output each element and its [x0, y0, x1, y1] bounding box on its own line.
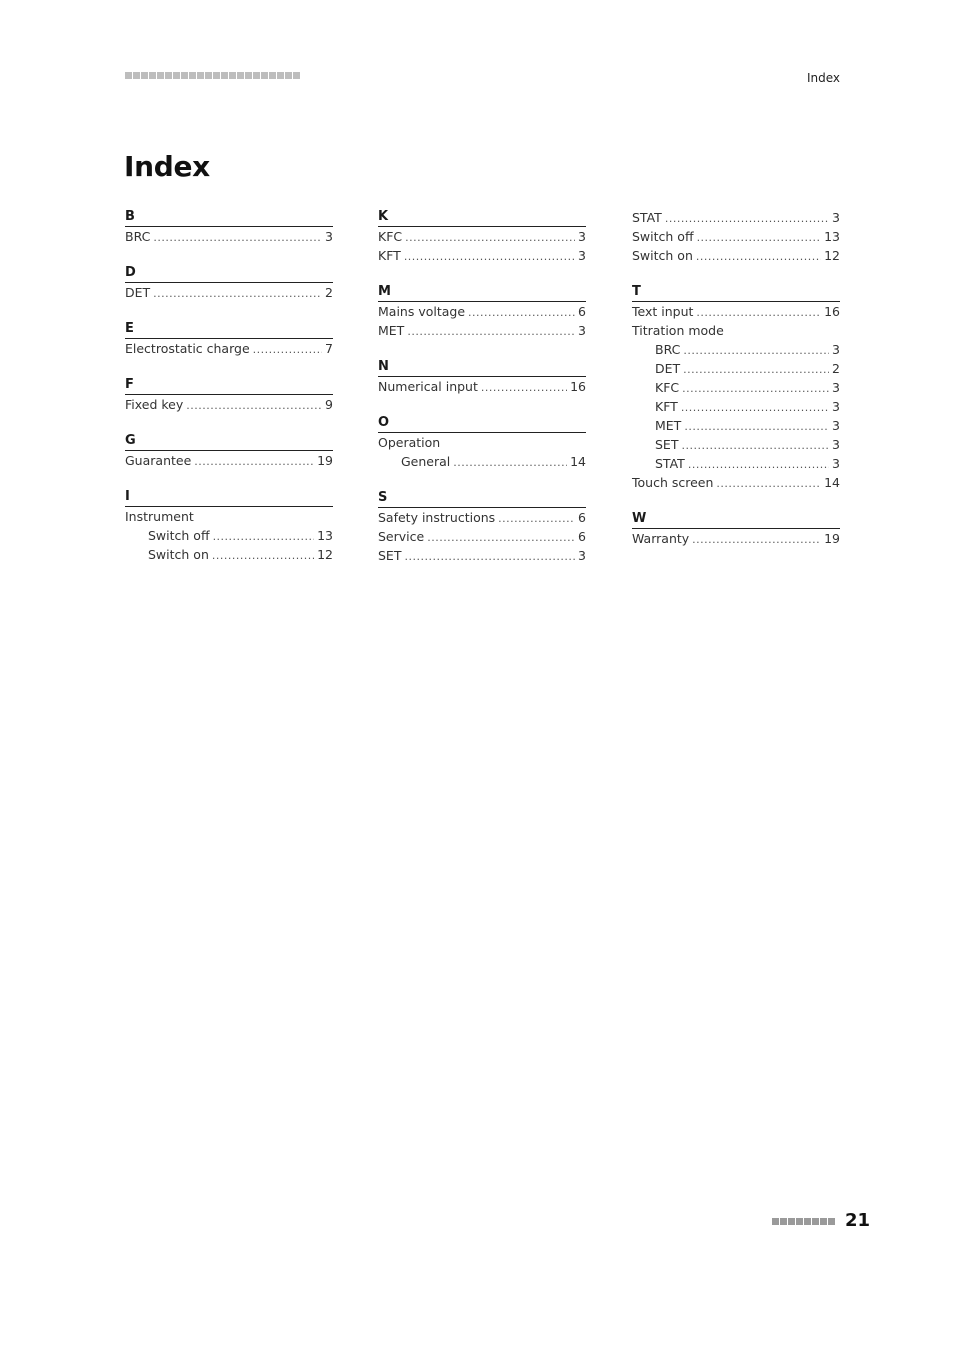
header-square	[141, 72, 148, 79]
header-square	[237, 72, 244, 79]
header-square	[181, 72, 188, 79]
running-header: Index	[806, 71, 840, 85]
index-column-1	[125, 208, 333, 582]
header-square	[277, 72, 284, 79]
leader-dots	[405, 228, 575, 247]
entry-term: BRC	[125, 229, 151, 244]
header-square	[293, 72, 300, 79]
index-subentry	[632, 397, 840, 416]
entry-page-number: 9	[325, 397, 333, 412]
index-section	[125, 488, 333, 564]
leader-dots	[696, 303, 821, 322]
index-entry	[378, 302, 586, 321]
entry-term: STAT	[632, 210, 662, 225]
index-section	[125, 264, 333, 302]
index-subentry	[632, 359, 840, 378]
footer-square	[804, 1218, 811, 1225]
leader-dots	[404, 547, 575, 566]
header-square	[205, 72, 212, 79]
section-letter: B	[125, 208, 333, 227]
index-entry	[632, 208, 840, 227]
index-column-2	[378, 208, 586, 583]
index-entry	[125, 395, 333, 414]
section-letter: I	[125, 488, 333, 507]
leader-dots	[153, 284, 322, 303]
header-square	[213, 72, 220, 79]
index-entry	[125, 283, 333, 302]
entry-page-number: 3	[578, 248, 586, 263]
index-subentry	[632, 340, 840, 359]
entry-term: Mains voltage	[378, 304, 466, 319]
entry-page-number: 3	[832, 342, 840, 357]
index-entry	[125, 227, 333, 246]
entry-term: Numerical input	[378, 379, 478, 394]
index-subentry	[378, 452, 586, 471]
header-square	[173, 72, 180, 79]
index-section	[632, 510, 840, 548]
leader-dots	[253, 340, 322, 359]
leader-dots	[684, 417, 829, 436]
index-entry	[378, 508, 586, 527]
entry-page-number: 2	[325, 285, 333, 300]
entry-page-number: 3	[832, 210, 840, 225]
leader-dots	[688, 455, 829, 474]
entry-page-number: 3	[832, 380, 840, 395]
index-subentry	[632, 435, 840, 454]
index-entry	[378, 546, 586, 565]
entry-page-number: 3	[832, 418, 840, 433]
entry-page-number: 7	[325, 341, 333, 356]
entry-page-number: 12	[824, 248, 840, 263]
index-subentry	[125, 526, 333, 545]
index-column-3	[632, 208, 840, 566]
entry-term: KFT	[378, 248, 401, 263]
index-section	[125, 320, 333, 358]
entry-term: Instrument	[125, 509, 194, 524]
entry-term: SET	[378, 548, 402, 563]
index-entry	[632, 246, 840, 265]
leader-dots	[407, 322, 575, 341]
header-decoration	[125, 72, 300, 79]
page-title: Index	[124, 150, 210, 183]
index-section	[378, 414, 586, 471]
entry-term: Guarantee	[125, 453, 192, 468]
entry-term: Touch screen	[632, 475, 714, 490]
entry-term: Fixed key	[125, 397, 184, 412]
leader-dots	[682, 379, 829, 398]
leader-dots	[468, 303, 575, 322]
section-letter: T	[632, 283, 840, 302]
header-square	[253, 72, 260, 79]
index-entry	[378, 377, 586, 396]
footer-square	[772, 1218, 779, 1225]
leader-dots	[453, 453, 567, 472]
index-section	[125, 376, 333, 414]
entry-term: Titration mode	[632, 323, 724, 338]
index-entry	[378, 246, 586, 265]
footer-square	[812, 1218, 819, 1225]
index-entry	[378, 227, 586, 246]
index-section	[378, 208, 586, 265]
entry-term: MET	[655, 418, 682, 433]
section-letter: E	[125, 320, 333, 339]
footer-decoration	[772, 1218, 835, 1225]
entry-term: DET	[125, 285, 151, 300]
entry-term: Switch on	[148, 547, 209, 562]
entry-term: STAT	[655, 456, 685, 471]
leader-dots	[697, 228, 822, 247]
footer-square	[788, 1218, 795, 1225]
entry-term: Warranty	[632, 531, 690, 546]
index-entry	[378, 321, 586, 340]
entry-page-number: 19	[317, 453, 333, 468]
section-letter: O	[378, 414, 586, 433]
leader-dots	[212, 546, 314, 565]
footer-square	[796, 1218, 803, 1225]
entry-page-number: 6	[578, 529, 586, 544]
entry-page-number: 3	[325, 229, 333, 244]
entry-page-number: 13	[317, 528, 333, 543]
entry-page-number: 13	[824, 229, 840, 244]
entry-page-number: 3	[832, 399, 840, 414]
section-letter: G	[125, 432, 333, 451]
index-entry	[632, 302, 840, 321]
header-square	[221, 72, 228, 79]
section-letter: F	[125, 376, 333, 395]
index-subentry	[632, 378, 840, 397]
header-square	[197, 72, 204, 79]
index-section	[632, 208, 840, 265]
footer-square	[820, 1218, 827, 1225]
leader-dots	[498, 509, 575, 528]
entry-page-number: 6	[578, 304, 586, 319]
index-entry	[125, 451, 333, 470]
entry-term: KFT	[655, 399, 678, 414]
entry-term: Safety instructions	[378, 510, 496, 525]
entry-term: Switch off	[632, 229, 694, 244]
index-section	[378, 283, 586, 340]
entry-term: KFC	[378, 229, 403, 244]
leader-dots	[427, 528, 575, 547]
entry-page-number: 3	[832, 437, 840, 452]
index-entry	[125, 339, 333, 358]
section-letter: W	[632, 510, 840, 529]
index-entry	[632, 321, 840, 340]
entry-term: MET	[378, 323, 405, 338]
entry-page-number: 2	[832, 361, 840, 376]
entry-page-number: 19	[824, 531, 840, 546]
entry-page-number: 16	[824, 304, 840, 319]
entry-term: Service	[378, 529, 425, 544]
entry-page-number: 3	[832, 456, 840, 471]
entry-term: General	[401, 454, 451, 469]
header-square	[149, 72, 156, 79]
entry-page-number: 14	[824, 475, 840, 490]
footer-square	[780, 1218, 787, 1225]
section-letter: M	[378, 283, 586, 302]
entry-page-number: 16	[570, 379, 586, 394]
leader-dots	[665, 209, 829, 228]
index-section	[125, 432, 333, 470]
index-subentry	[632, 454, 840, 473]
index-section	[632, 283, 840, 492]
entry-term: Electrostatic charge	[125, 341, 250, 356]
entry-page-number: 3	[578, 229, 586, 244]
section-letter: N	[378, 358, 586, 377]
leader-dots	[481, 378, 567, 397]
entry-term: DET	[655, 361, 681, 376]
index-entry	[378, 527, 586, 546]
footer-square	[828, 1218, 835, 1225]
leader-dots	[404, 247, 575, 266]
entry-term: KFC	[655, 380, 680, 395]
entry-page-number: 3	[578, 548, 586, 563]
header-square	[125, 72, 132, 79]
header-square	[157, 72, 164, 79]
entry-term: Switch on	[632, 248, 693, 263]
header-square	[285, 72, 292, 79]
section-letter: D	[125, 264, 333, 283]
index-entry	[632, 529, 840, 548]
index-section	[378, 489, 586, 565]
page-number: 21	[845, 1210, 871, 1231]
header-square	[245, 72, 252, 79]
header-square	[189, 72, 196, 79]
entry-term: BRC	[655, 342, 681, 357]
index-subentry	[632, 416, 840, 435]
index-entry	[632, 473, 840, 492]
entry-page-number: 6	[578, 510, 586, 525]
entry-page-number: 14	[570, 454, 586, 469]
index-subentry	[125, 545, 333, 564]
index-entry	[632, 227, 840, 246]
entry-term: SET	[655, 437, 679, 452]
leader-dots	[681, 436, 829, 455]
index-entry	[378, 433, 586, 452]
header-square	[261, 72, 268, 79]
entry-term: Text input	[632, 304, 694, 319]
leader-dots	[681, 398, 829, 417]
index-section	[378, 358, 586, 396]
leader-dots	[683, 360, 829, 379]
index-section	[125, 208, 333, 246]
entry-term: Operation	[378, 435, 441, 450]
leader-dots	[186, 396, 322, 415]
section-letter: S	[378, 489, 586, 508]
leader-dots	[696, 247, 821, 266]
index-entry	[125, 507, 333, 526]
section-letter: K	[378, 208, 586, 227]
header-square	[165, 72, 172, 79]
leader-dots	[716, 474, 821, 493]
header-square	[133, 72, 140, 79]
entry-page-number: 12	[317, 547, 333, 562]
entry-term: Switch off	[148, 528, 210, 543]
header-square	[269, 72, 276, 79]
leader-dots	[194, 452, 314, 471]
header-square	[229, 72, 236, 79]
leader-dots	[213, 527, 315, 546]
leader-dots	[692, 530, 821, 549]
entry-page-number: 3	[578, 323, 586, 338]
leader-dots	[683, 341, 829, 360]
leader-dots	[153, 228, 322, 247]
